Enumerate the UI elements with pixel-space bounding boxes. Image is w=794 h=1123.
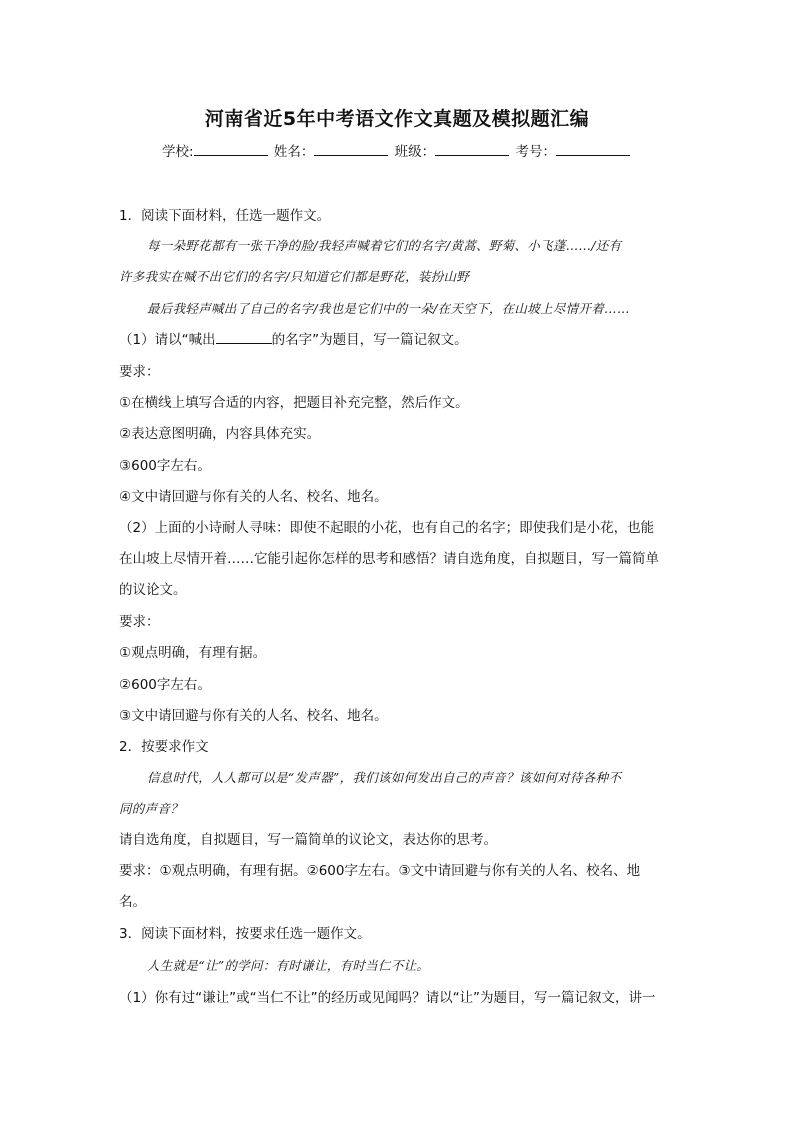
q3-heading: 3．阅读下面材料，按要求任选一题作文。 [119, 926, 371, 942]
number-label: 考号： [515, 144, 556, 160]
q3-prompt-1: （1）你有过“谦让”或“当仁不让”的经历或见闻吗？请以“让”为题目，写一篇记叙文，讲一 [119, 990, 656, 1006]
q1-heading: 1．阅读下面材料，任选一题作文。 [119, 208, 331, 224]
name-blank[interactable] [314, 143, 388, 156]
q1-poem-line-1: 每一朵野花都有一张干净的脸/我轻声喊着它们的名字/黄蒿、野菊、小飞蓬……/还有 [147, 238, 622, 253]
q1-prompt-1-post: 的名字”为题目，写一篇记叙文。 [271, 332, 468, 348]
q1-requirement-b3: ③文中请回避与你有关的人名、校名、地名。 [119, 708, 388, 724]
title-fill-blank[interactable] [216, 331, 272, 344]
q1-prompt-1-pre: （1）请以“喊出 [119, 332, 216, 348]
q2-requirements-line-2: 名。 [119, 894, 146, 910]
q1-requirements-label: 要求： [119, 364, 160, 380]
number-blank[interactable] [556, 143, 630, 156]
q1-requirement-b1: ①观点明确，有理有据。 [119, 645, 267, 661]
page-title: 河南省近5年中考语文作文真题及模拟题汇编 [204, 108, 590, 130]
name-label: 姓名： [273, 144, 315, 160]
q1-poem-line-3: 最后我轻声喊出了自己的名字/我也是它们中的一朵/在天空下，在山坡上尽情开着…… [147, 301, 630, 316]
q1-requirement-3: ③600字左右。 [119, 458, 211, 474]
school-blank[interactable] [194, 143, 268, 156]
q2-material-line-2: 同的声音？ [119, 801, 184, 816]
q1-requirement-2: ②表达意图明确，内容具体充实。 [119, 426, 321, 442]
school-label: 学校: [162, 144, 194, 160]
q2-requirements-line-1: 要求：①观点明确，有理有据。②600字左右。③文中请回避与你有关的人名、校名、地 [119, 863, 641, 879]
q1-requirement-4: ④文中请回避与你有关的人名、校名、地名。 [119, 489, 388, 505]
class-label: 班级： [394, 144, 436, 160]
q1-prompt-2-line-1: （2）上面的小诗耐人寻味：即使不起眼的小花，也有自己的名字；即使我们是小花，也能 [119, 520, 655, 536]
q2-material-line-1: 信息时代，人人都可以是“发声器”，我们该如何发出自己的声音？该如何对待各种不 [147, 770, 622, 785]
q1-requirement-1: ①在横线上填写合适的内容，把题目补充完整，然后作文。 [119, 395, 469, 411]
q1-requirements-label-2: 要求： [119, 614, 160, 630]
class-blank[interactable] [435, 143, 509, 156]
q1-prompt-2-line-3: 的议论文。 [119, 582, 187, 598]
q3-material: 人生就是“让”的学问：有时谦让，有时当仁不让。 [147, 958, 430, 973]
student-info-line [0, 140, 794, 160]
q1-poem-line-2: 许多我实在喊不出它们的名字/只知道它们都是野花，装扮山野 [119, 269, 470, 284]
q2-task: 请自选角度，自拟题目，写一篇简单的议论文，表达你的思考。 [119, 832, 497, 848]
q1-prompt-2-line-2: 在山坡上尽情开着……它能引起你怎样的思考和感悟？请自选角度，自拟题目，写一篇简单 [119, 551, 659, 567]
q1-requirement-b2: ②600字左右。 [119, 677, 211, 693]
q1-prompt-1 [119, 330, 679, 350]
q2-heading: 2．按要求作文 [119, 739, 209, 755]
